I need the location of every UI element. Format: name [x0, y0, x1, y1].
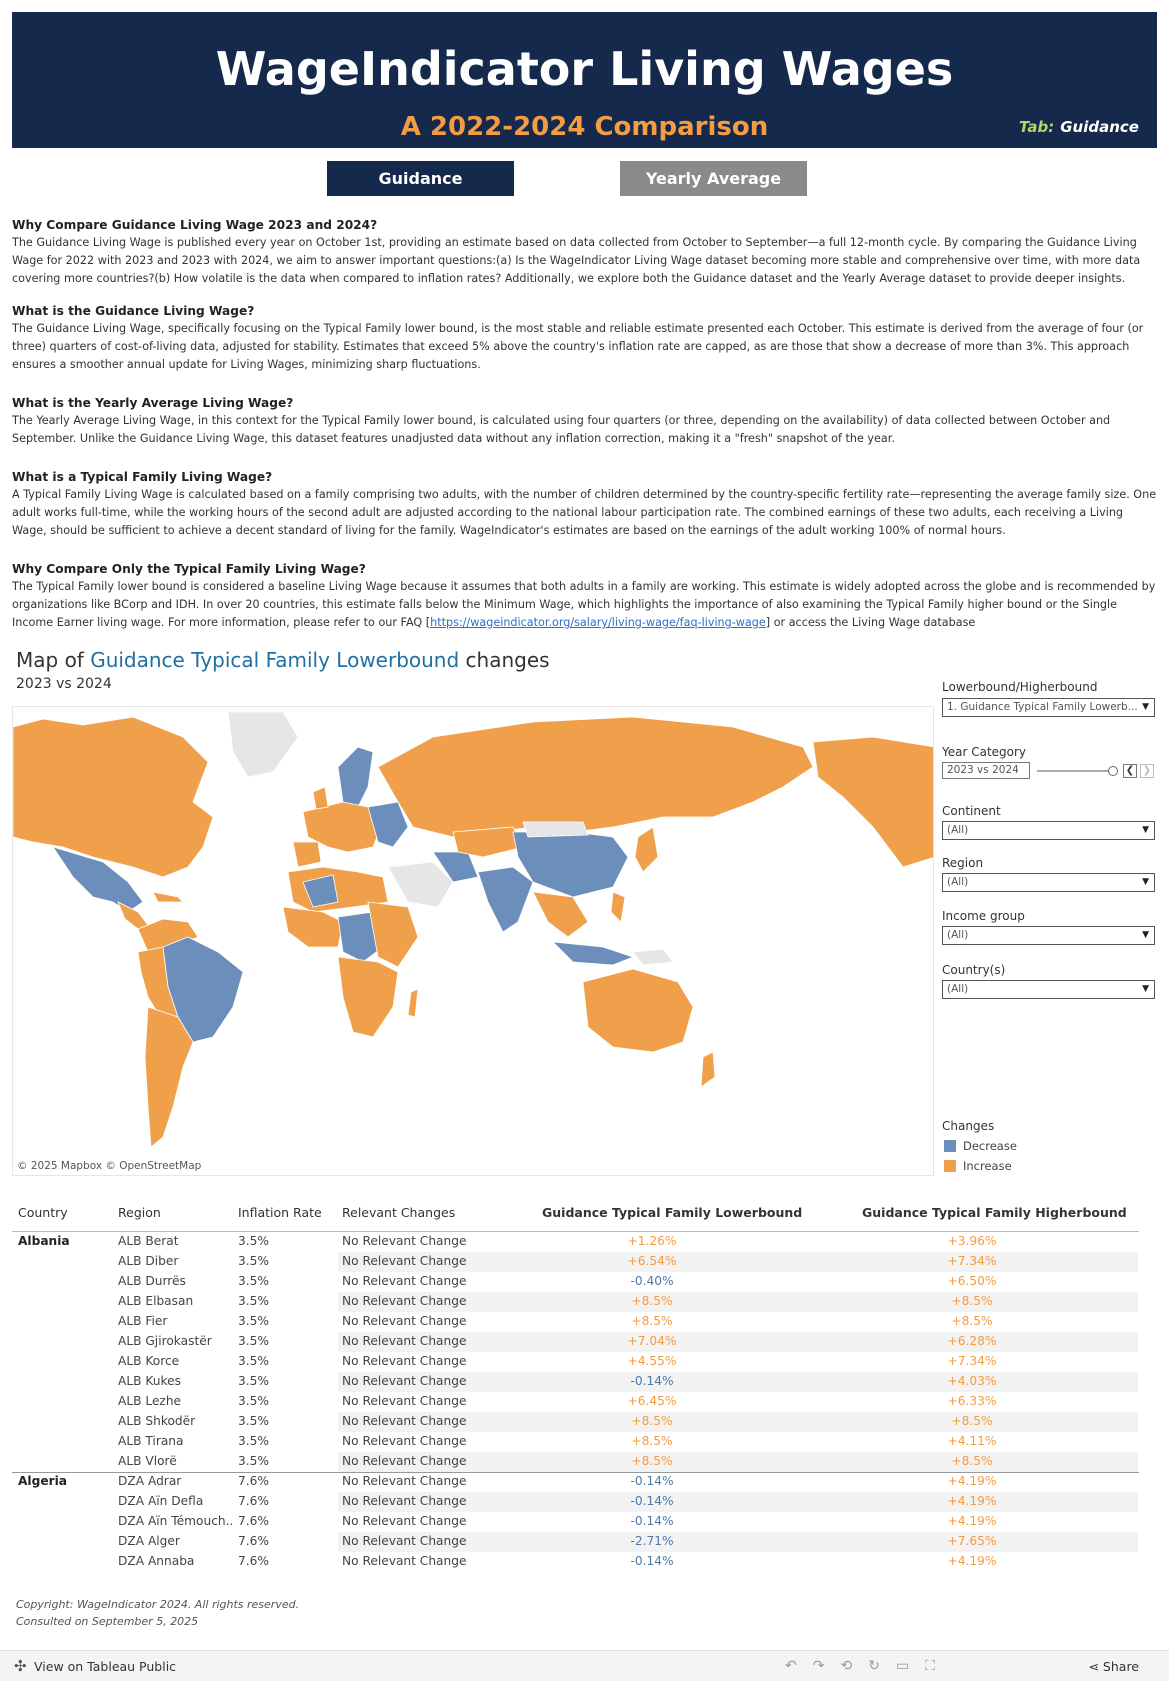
faq-answer: A Typical Family Living Wage is calculated based on a family comprising two adults, with the number of children determined by the country-specific fertility rate—representing the average family size. One adult works full-time, while the working hours of the second adult are adjusted according to the national labour participation rate. The combined earnings of these two adults, each receiving a Living Wage, should be sufficient to achieve a decent standard of living for the family. WageIndicator's estimates are based on the earnings of the adult working 100% of normal hours. — [12, 488, 1157, 537]
cell-region: DZA Aïn Témouch.. — [118, 1514, 234, 1528]
map-region-russia — [378, 717, 813, 837]
cell-lowerbound: -0.14% — [630, 1474, 674, 1488]
col-higherbound: Guidance Typical Family Higherbound — [862, 1205, 1127, 1220]
cell-higherbound: +6.28% — [947, 1334, 997, 1348]
table-row[interactable] — [12, 1432, 1139, 1452]
share-icon: ⋖ — [1088, 1659, 1103, 1674]
faq-question: Why Compare Guidance Living Wage 2023 and 2024? — [12, 218, 378, 232]
map-region-mongolia — [523, 822, 588, 837]
table-row[interactable] — [12, 1352, 1139, 1372]
cell-higherbound: +7.65% — [947, 1534, 997, 1548]
cell-higherbound: +6.33% — [947, 1394, 997, 1408]
share-label: Share — [1102, 1659, 1139, 1674]
cell-lowerbound: +6.45% — [627, 1394, 677, 1408]
faq-section-4 — [12, 468, 1158, 540]
faq-link[interactable]: https://wageindicator.org/salary/living-wage/faq-living-wage — [430, 616, 766, 629]
cell-change: No Relevant Change — [342, 1434, 467, 1448]
tab-indicator — [1019, 118, 1139, 136]
faq-answer: The Yearly Average Living Wage, in this context for the Typical Family lower bound, is calculated using four quarters (or three, depending on the availability) of data collected between October and September. Unlike the Guidance Living Wage, this dataset features unadjusted data without any inflation correction, making it a "fresh" snapshot of the year. — [12, 414, 1111, 445]
cell-lowerbound: +6.54% — [627, 1254, 677, 1268]
legend-increase-label: Increase — [963, 1159, 1012, 1173]
region-filter-select[interactable] — [942, 873, 1155, 892]
cell-change: No Relevant Change — [342, 1514, 467, 1528]
map-attribution: © 2025 Mapbox © OpenStreetMap — [17, 1160, 202, 1172]
copyright — [16, 1596, 299, 1630]
cell-change: No Relevant Change — [342, 1234, 467, 1248]
faq-section-5 — [12, 560, 1158, 632]
cell-change: No Relevant Change — [342, 1534, 467, 1548]
map-title-highlight: Guidance Typical Family Lowerbound — [90, 648, 460, 672]
faq-answer — [12, 578, 1158, 632]
cell-change: No Relevant Change — [342, 1414, 467, 1428]
group-divider — [12, 1472, 1139, 1473]
chevron-down-icon: ▼ — [1142, 877, 1149, 887]
chevron-down-icon: ▼ — [1142, 984, 1149, 994]
cell-inflation: 7.6% — [238, 1534, 269, 1548]
map-region-japan — [635, 827, 658, 872]
cell-region: ALB Gjirokastër — [118, 1334, 212, 1348]
col-region: Region — [118, 1205, 161, 1220]
bound-filter-value: 1. Guidance Typical Family Lowerb... — [947, 701, 1138, 713]
faq-answer: The Guidance Living Wage, specifically focusing on the Typical Family lower bound, is the most stable and reliable estimate presented each October. This estimate is derived from the average of four (or three) quarters of cost-of-living data, adjusted for stability. Estimates that exceed 5% above the country's inflation rate are capped, as are those that show a decrease of more than 3%. This approach ensures a smoother annual update for Living Wages, minimizing sharp fluctuations. — [12, 322, 1144, 371]
cell-inflation: 3.5% — [238, 1294, 269, 1308]
income-filter-label: Income group — [942, 909, 1025, 923]
income-filter-value: (All) — [947, 929, 969, 941]
page-subtitle: A 2022-2024 Comparison — [400, 112, 769, 142]
revert-icon[interactable]: ⟲ — [840, 1658, 869, 1674]
faq-answer-tail: ] or access the Living Wage database — [765, 616, 976, 629]
bound-filter-select[interactable] — [942, 698, 1155, 717]
map-region-indonesia — [553, 942, 633, 965]
cell-change: No Relevant Change — [342, 1334, 467, 1348]
cell-region: ALB Berat — [118, 1234, 179, 1248]
map-title-post: changes — [459, 648, 550, 672]
increase-swatch — [944, 1160, 956, 1172]
cell-higherbound: +7.34% — [947, 1354, 997, 1368]
cell-higherbound: +4.19% — [947, 1494, 997, 1508]
fullscreen-icon[interactable]: ⛶ — [925, 1658, 951, 1674]
cell-inflation: 3.5% — [238, 1334, 269, 1348]
cell-higherbound: +3.96% — [947, 1234, 997, 1248]
faq-question: Why Compare Only the Typical Family Living Wage? — [12, 562, 366, 576]
cell-inflation: 3.5% — [238, 1354, 269, 1368]
copyright-line: Copyright: WageIndicator 2024. All rights reserved. — [16, 1598, 300, 1611]
table-row[interactable] — [12, 1512, 1139, 1532]
table-row[interactable] — [12, 1492, 1139, 1512]
legend-item-decrease[interactable] — [944, 1139, 1017, 1153]
cell-lowerbound: -0.14% — [630, 1554, 674, 1568]
year-filter-value[interactable]: 2023 vs 2024 — [942, 762, 1030, 779]
cell-region: DZA Annaba — [118, 1554, 195, 1568]
cell-change: No Relevant Change — [342, 1474, 467, 1488]
cell-higherbound: +8.5% — [951, 1414, 993, 1428]
cell-lowerbound: -0.40% — [630, 1274, 674, 1288]
cell-inflation: 3.5% — [238, 1274, 269, 1288]
table-body — [12, 1232, 1139, 1572]
map-region-india — [478, 867, 533, 932]
tableau-footer — [0, 1650, 1169, 1681]
cell-higherbound: +8.5% — [951, 1294, 993, 1308]
cell-lowerbound: +1.26% — [627, 1234, 677, 1248]
cell-lowerbound: +8.5% — [631, 1454, 673, 1468]
map-region-uk — [313, 787, 328, 809]
cell-change: No Relevant Change — [342, 1294, 467, 1308]
guidance-button[interactable]: Guidance — [327, 161, 514, 196]
cell-change: No Relevant Change — [342, 1354, 467, 1368]
cell-inflation: 3.5% — [238, 1314, 269, 1328]
map-region-southern-africa — [338, 957, 398, 1037]
changes-table — [12, 1196, 1139, 1572]
map-region-central-asia — [453, 827, 523, 857]
cell-change: No Relevant Change — [342, 1314, 467, 1328]
cell-lowerbound: +8.5% — [631, 1314, 673, 1328]
map-region-middle-east — [388, 862, 453, 907]
cell-higherbound: +8.5% — [951, 1314, 993, 1328]
cell-lowerbound: +8.5% — [631, 1294, 673, 1308]
year-slider-handle[interactable] — [1108, 766, 1118, 776]
consulted-line: Consulted on September 5, 2025 — [16, 1615, 199, 1628]
year-next-button[interactable]: ❯ — [1140, 764, 1154, 778]
bound-filter-label: Lowerbound/Higherbound — [942, 680, 1098, 694]
cell-country: Albania — [18, 1234, 70, 1248]
share-button[interactable] — [1088, 1659, 1139, 1674]
tab-indicator-label: Tab: — [1018, 118, 1055, 136]
yearly-average-button[interactable]: Yearly Average — [620, 161, 807, 196]
cell-lowerbound: +8.5% — [631, 1414, 673, 1428]
map-title-pre: Map of — [16, 648, 91, 672]
download-icon[interactable]: ▭ — [895, 1658, 926, 1674]
map-region-scandinavia — [338, 747, 373, 807]
map-region-philippines — [611, 892, 625, 922]
legend-decrease-label: Decrease — [963, 1139, 1017, 1153]
map-region-greenland — [228, 712, 298, 777]
map-region-iberia — [293, 842, 321, 867]
toolbar-icons — [785, 1658, 951, 1674]
cell-inflation: 3.5% — [238, 1454, 269, 1468]
view-on-tableau-link[interactable]: View on Tableau Public — [34, 1659, 177, 1674]
faq-question: What is the Guidance Living Wage? — [12, 304, 255, 318]
cell-change: No Relevant Change — [342, 1554, 467, 1568]
cell-inflation: 3.5% — [238, 1414, 269, 1428]
continent-filter-select[interactable] — [942, 821, 1155, 840]
region-filter-value: (All) — [947, 876, 969, 888]
faq-section-3 — [12, 394, 1158, 448]
cell-lowerbound: +4.55% — [627, 1354, 677, 1368]
country-filter-label: Country(s) — [942, 963, 1006, 977]
continent-filter-value: (All) — [947, 824, 969, 836]
table-row[interactable] — [12, 1372, 1139, 1392]
faq-answer: The Guidance Living Wage is published every year on October 1st, providing an estimate based on data collected from October to September—a full 12-month cycle. By comparing the Guidance Living Wage for 2022 with 2023 and 2023 with 2024, we aim to answer important questions:(a) Is the WageIndicator Living Wage dataset becoming more stable and comprehensive over time, with more data covering more countries?(b) How volatile is the data when compared to inflation rates? Additionally, we explore both the Guidance dataset and the Yearly Average dataset to provide deeper insights. — [12, 236, 1141, 285]
cell-inflation: 7.6% — [238, 1494, 269, 1508]
cell-region: ALB Kukes — [118, 1374, 181, 1388]
table-row[interactable] — [12, 1552, 1139, 1572]
cell-inflation: 3.5% — [238, 1434, 269, 1448]
table-row[interactable] — [12, 1392, 1139, 1412]
cell-region: ALB Elbasan — [118, 1294, 194, 1308]
cell-change: No Relevant Change — [342, 1494, 467, 1508]
cell-lowerbound: -2.71% — [630, 1534, 674, 1548]
cell-inflation: 3.5% — [238, 1234, 269, 1248]
col-inflation: Inflation Rate — [238, 1205, 322, 1220]
cell-inflation: 3.5% — [238, 1394, 269, 1408]
table-row[interactable] — [12, 1232, 1139, 1252]
cell-region: DZA Aïn Defla — [118, 1494, 204, 1508]
map-region-alaska-east — [813, 737, 934, 867]
cell-inflation: 3.5% — [238, 1254, 269, 1268]
faq-section-1 — [12, 216, 1158, 288]
cell-region: ALB Shkodër — [118, 1414, 196, 1428]
year-slider-track[interactable] — [1037, 770, 1115, 772]
faq-section-2 — [12, 302, 1158, 374]
cell-change: No Relevant Change — [342, 1254, 467, 1268]
undo-icon[interactable]: ↶ — [785, 1658, 813, 1674]
cell-lowerbound: +8.5% — [631, 1434, 673, 1448]
cell-change: No Relevant Change — [342, 1274, 467, 1288]
cell-region: DZA Adrar — [118, 1474, 182, 1488]
cell-higherbound: +4.03% — [947, 1374, 997, 1388]
cell-inflation: 7.6% — [238, 1514, 269, 1528]
map-region-papua — [633, 949, 673, 965]
map-region-madagascar — [408, 989, 418, 1017]
cell-region: ALB Fier — [118, 1314, 168, 1328]
tableau-logo-icon: ✣ — [14, 1657, 27, 1675]
cell-region: ALB Durrës — [118, 1274, 186, 1288]
refresh-icon[interactable]: ↻ — [868, 1658, 896, 1674]
map-title — [16, 648, 550, 672]
table-row[interactable] — [12, 1332, 1139, 1352]
map-region-north-america — [13, 717, 213, 877]
cell-higherbound: +6.50% — [947, 1274, 997, 1288]
cell-higherbound: +4.19% — [947, 1554, 997, 1568]
year-prev-button[interactable]: ❮ — [1123, 764, 1137, 778]
continent-filter-label: Continent — [942, 804, 1001, 818]
world-map[interactable] — [12, 706, 934, 1176]
country-filter-select[interactable] — [942, 980, 1155, 999]
cell-lowerbound: +7.04% — [627, 1334, 677, 1348]
map-region-new-zealand — [701, 1052, 715, 1087]
cell-region: ALB Tirana — [118, 1434, 184, 1448]
cell-region: ALB Diber — [118, 1254, 179, 1268]
map-region-southeast-asia — [533, 892, 588, 937]
country-filter-value: (All) — [947, 983, 969, 995]
cell-inflation: 7.6% — [238, 1474, 269, 1488]
table-row[interactable] — [12, 1272, 1139, 1292]
col-country: Country — [18, 1205, 68, 1220]
cell-country: Algeria — [18, 1474, 68, 1488]
map-region-caribbean — [153, 892, 183, 902]
map-region-west-africa — [283, 907, 343, 947]
year-filter-label: Year Category — [942, 745, 1027, 759]
cell-higherbound: +4.11% — [947, 1434, 997, 1448]
legend-item-increase[interactable] — [944, 1159, 1012, 1173]
cell-region: ALB Vlorë — [118, 1454, 177, 1468]
col-changes: Relevant Changes — [342, 1205, 456, 1220]
map-region-east-africa — [368, 902, 418, 967]
cell-lowerbound: -0.14% — [630, 1374, 674, 1388]
map-subtitle: 2023 vs 2024 — [16, 676, 112, 692]
table-row[interactable] — [12, 1252, 1139, 1272]
decrease-swatch — [944, 1140, 956, 1152]
faq-answer-text: The Typical Family lower bound is considered a baseline Living Wage because it assumes that both adults in a family are working. This estimate is widely adopted across the globe and is recommended by organizations like BCorp and IDH. In over 20 countries, this estimate falls below the Minimum Wage, which highlights the importance of also examining the Typical Family higher bound or the Single Income Earner living wage. For more information, please refer to our FAQ [ — [12, 580, 1156, 629]
col-lowerbound: Guidance Typical Family Lowerbound — [542, 1205, 803, 1220]
cell-region: DZA Alger — [118, 1534, 180, 1548]
income-filter-select[interactable] — [942, 926, 1155, 945]
table-row[interactable] — [12, 1292, 1139, 1312]
table-row[interactable] — [12, 1452, 1139, 1472]
region-filter-label: Region — [942, 856, 984, 870]
cell-lowerbound: -0.14% — [630, 1514, 674, 1528]
tab-indicator-value: Guidance — [1060, 118, 1139, 136]
table-row[interactable] — [12, 1412, 1139, 1432]
table-row[interactable] — [12, 1472, 1139, 1492]
page-title: WageIndicator Living Wages — [215, 42, 954, 96]
cell-lowerbound: -0.14% — [630, 1494, 674, 1508]
cell-inflation: 3.5% — [238, 1374, 269, 1388]
chevron-down-icon: ▼ — [1142, 930, 1149, 940]
cell-change: No Relevant Change — [342, 1454, 467, 1468]
map-region-australia — [583, 969, 693, 1052]
chevron-down-icon: ▼ — [1142, 702, 1149, 712]
cell-region: ALB Lezhe — [118, 1394, 182, 1408]
cell-higherbound: +7.34% — [947, 1254, 997, 1268]
chevron-down-icon: ▼ — [1142, 825, 1149, 835]
cell-region: ALB Korce — [118, 1354, 180, 1368]
table-row[interactable] — [12, 1532, 1139, 1552]
cell-higherbound: +4.19% — [947, 1474, 997, 1488]
world-map-svg[interactable] — [13, 707, 934, 1176]
header-banner — [12, 12, 1157, 148]
cell-change: No Relevant Change — [342, 1394, 467, 1408]
table-header — [12, 1196, 1139, 1232]
cell-inflation: 7.6% — [238, 1554, 269, 1568]
table-row[interactable] — [12, 1312, 1139, 1332]
redo-icon[interactable]: ↷ — [812, 1658, 841, 1674]
cell-change: No Relevant Change — [342, 1374, 467, 1388]
faq-question: What is a Typical Family Living Wage? — [12, 470, 273, 484]
cell-higherbound: +8.5% — [951, 1454, 993, 1468]
legend-title: Changes — [942, 1119, 995, 1133]
faq-question: What is the Yearly Average Living Wage? — [12, 396, 294, 410]
cell-higherbound: +4.19% — [947, 1514, 997, 1528]
